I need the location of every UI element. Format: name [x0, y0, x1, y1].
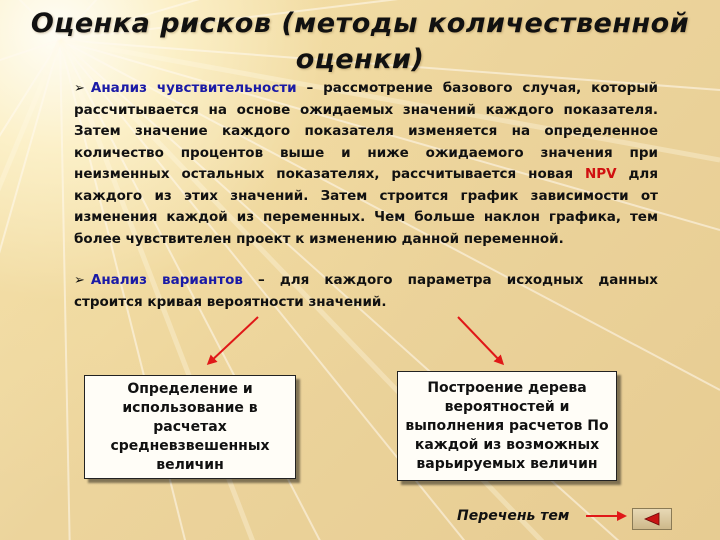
term-sensitivity-analysis: Анализ чувствительности: [90, 80, 297, 96]
sensitivity-text-1: – рассмотрение базового случая, который рассчитывается на основе ожидаемых значений каждого показателя. Затем значение каждого показателя изменяется на определенное количество процентов выше и ниже ожидаемого значения при неизменных остальных показателях, рассчитывается новая: [74, 80, 658, 182]
arrow-to-right-box: [458, 317, 502, 363]
npv-highlight: NPV: [584, 166, 617, 182]
sensitivity-text-2: для каждого из этих значений. Затем строится график зависимости от изменения каждой из переменных. Чем больше наклон графика, тем более чувствителен проект к изменению данной переменной.: [74, 166, 658, 247]
box-weighted-average: [84, 375, 296, 479]
arrow-to-left-box: [209, 317, 258, 363]
bullet-arrow-icon: ➢: [74, 273, 85, 288]
topics-link-label[interactable]: Перечень тем: [457, 508, 570, 524]
back-to-topics-button[interactable]: [632, 508, 672, 530]
bullet-arrow-icon: ➢: [74, 81, 85, 96]
box-weighted-average-text: Определение и использование в расчетах средневзвешенных величин: [110, 380, 270, 473]
box-probability-tree: [397, 371, 617, 481]
slide-title-line1: Оценка рисков (методы количественной: [30, 8, 690, 39]
box-probability-tree-text: Построение дерева вероятностей и выполнения расчетов По каждой из возможных варьируемых величин: [405, 379, 609, 472]
term-scenario-analysis: Анализ вариантов: [90, 272, 243, 288]
slide-title-line2: оценки): [295, 44, 425, 75]
scenario-text: – для каждого параметра исходных данных строится кривая вероятности значений.: [74, 272, 658, 310]
left-triangle-icon: [643, 512, 661, 526]
